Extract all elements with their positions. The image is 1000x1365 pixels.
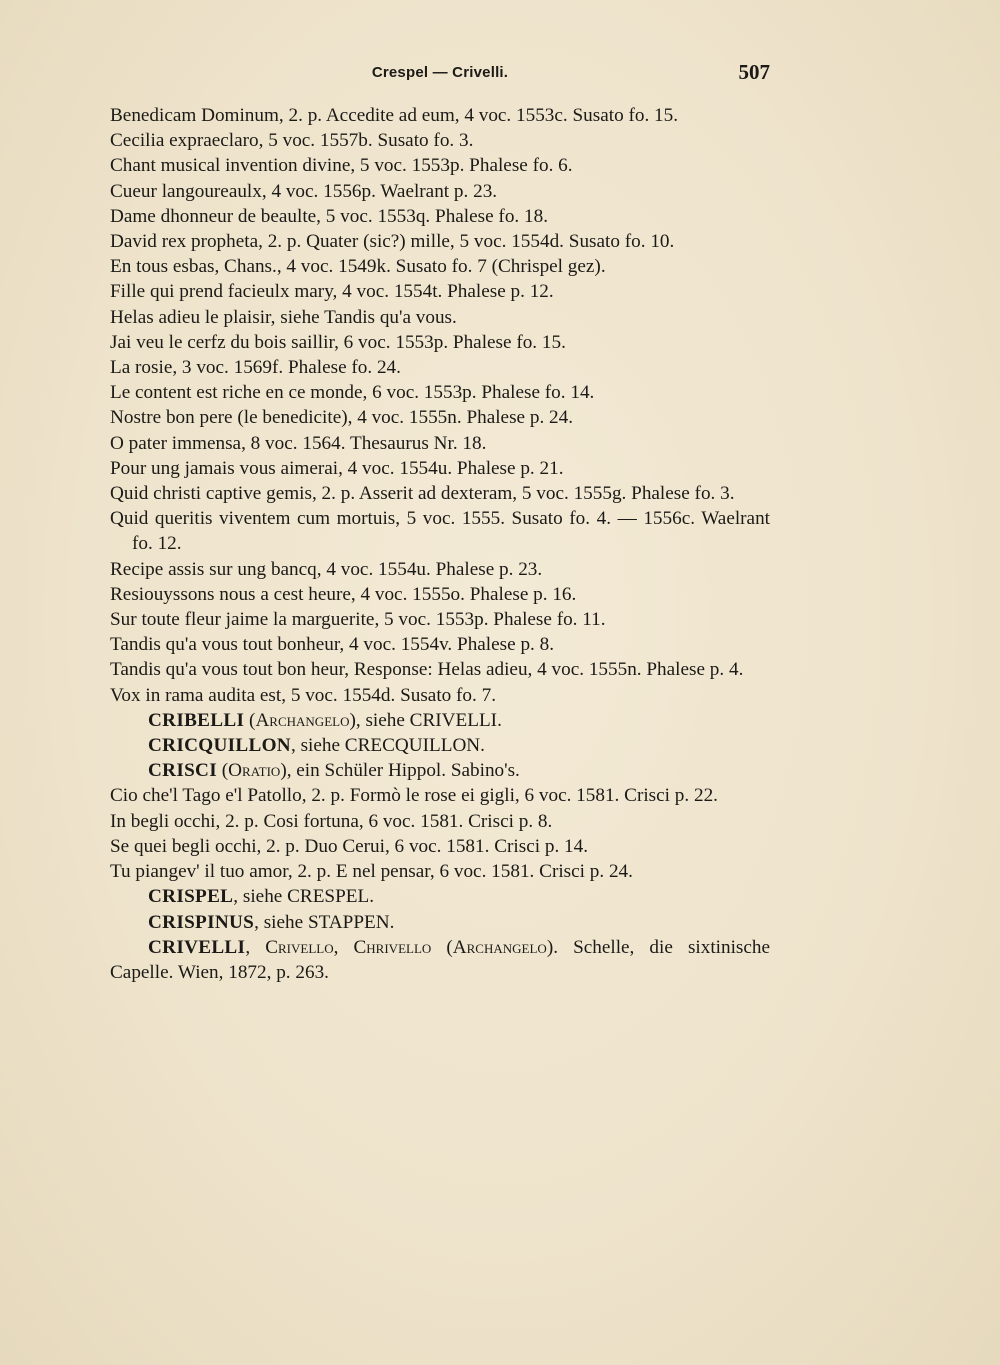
entry-cio-che: Cio che'l Tago e'l Patollo, 2. p. Formò le rose ei gigli, 6 voc. 1581. Crisci p. 22. — [110, 785, 718, 807]
composer-name: CRIVELLI — [148, 936, 246, 958]
composer-name: CRISPINUS — [148, 911, 255, 933]
running-head — [110, 62, 770, 86]
entry-sur-toute: Sur toute fleur jaime la marguerite, 5 voc. 1553p. Phalese fo. 11. — [110, 609, 606, 631]
entry-jai-veu: Jai veu le cerfz du bois saillir, 6 voc. 1553p. Phalese fo. 15. — [110, 331, 566, 353]
composer-heading-crivelli: CRIVELLI, Crivello, Chrivello (Archangelo). Schelle, die sixtinische Capelle. Wien, 1872, p. 263. — [110, 936, 771, 983]
entry-se-quei: Se quei begli occhi, 2. p. Duo Cerui, 6 voc. 1581. Crisci p. 14. — [110, 835, 589, 857]
entry-cueur: Cueur langoureaulx, 4 voc. 1556p. Waelrant p. 23. — [110, 180, 498, 202]
entry-la-rosie: La rosie, 3 voc. 1569f. Phalese fo. 24. — [110, 357, 401, 379]
entry-helas: Helas adieu le plaisir, siehe Tandis qu'a vous. — [110, 306, 457, 328]
composer-name: CRIBELLI — [148, 709, 245, 731]
composer-name: CRICQUILLON — [148, 735, 291, 757]
composer-heading-cribelli: CRIBELLI (Archangelo), siehe CRIVELLI. — [148, 709, 502, 731]
composer-name: CRISCI — [148, 760, 217, 782]
entry-pour-ung: Pour ung jamais vous aimerai, 4 voc. 1554u. Phalese p. 21. — [110, 457, 564, 479]
composer-variant-name: Crivello — [265, 936, 334, 958]
entry-quid-christi: Quid christi captive gemis, 2. p. Asserit ad dexteram, 5 voc. 1555g. Phalese fo. 3. — [110, 483, 735, 505]
composer-heading-crispel: CRISPEL, siehe CRESPEL. — [148, 886, 374, 908]
entry-o-pater: O pater immensa, 8 voc. 1564. Thesaurus Nr. 18. — [110, 432, 487, 454]
entry-resiouyssons: Resiouyssons nous a cest heure, 4 voc. 1555o. Phalese p. 16. — [110, 583, 577, 605]
entry-benedicam: Benedicam Dominum, 2. p. Accedite ad eum, 4 voc. 1553c. Susato fo. 15. — [110, 105, 679, 126]
composer-name: CRISPEL — [148, 886, 234, 908]
composer-first-name: Oratio — [228, 760, 281, 782]
entry-le-content: Le content est riche en ce monde, 6 voc. 1553p. Phalese fo. 14. — [110, 382, 595, 404]
entry-tandis-1: Tandis qu'a vous tout bonheur, 4 voc. 1554v. Phalese p. 8. — [110, 634, 555, 656]
entry-tu-piangev: Tu piangev' il tuo amor, 2. p. E nel pensar, 6 voc. 1581. Crisci p. 24. — [110, 861, 633, 883]
entry-chant-musical: Chant musical invention divine, 5 voc. 1553p. Phalese fo. 6. — [110, 155, 573, 177]
entry-en-tous: En tous esbas, Chans., 4 voc. 1549k. Susato fo. 7 (Chrispel gez). — [110, 256, 606, 278]
entry-fille: Fille qui prend facieulx mary, 4 voc. 1554t. Phalese p. 12. — [110, 281, 554, 303]
page-number: 507 — [738, 60, 770, 84]
entry-cecilia: Cecilia expraeclaro, 5 voc. 1557b. Susato fo. 3. — [110, 130, 474, 152]
composer-variant-name: Chrivello — [353, 936, 432, 958]
composer-heading-crisci: CRISCI (Oratio), ein Schüler Hippol. Sabino's. — [148, 760, 520, 782]
index-entries — [110, 103, 770, 985]
composer-heading-cricquillon: CRICQUILLON, siehe CRECQUILLON. — [148, 735, 485, 757]
composer-heading-crispinus: CRISPINUS, siehe STAPPEN. — [148, 911, 395, 933]
composer-first-name: Archangelo — [452, 936, 547, 958]
entry-in-begli-occhi: In begli occhi, 2. p. Cosi fortuna, 6 voc. 1581. Crisci p. 8. — [110, 810, 553, 832]
entry-vox-in-rama: Vox in rama audita est, 5 voc. 1554d. Susato fo. 7. — [110, 684, 497, 706]
entry-david: David rex propheta, 2. p. Quater (sic?) mille, 5 voc. 1554d. Susato fo. 10. — [110, 231, 675, 253]
entry-dame: Dame dhonneur de beaulte, 5 voc. 1553q. Phalese fo. 18. — [110, 205, 548, 227]
entry-tandis-2: Tandis qu'a vous tout bon heur, Response: Helas adieu, 4 voc. 1555n. Phalese p. 4. — [110, 659, 744, 681]
entry-nostre-bon-pere: Nostre bon pere (le benedicite), 4 voc. 1555n. Phalese p. 24. — [110, 407, 574, 429]
composer-first-name: Archangelo — [255, 709, 350, 731]
entry-recipe: Recipe assis sur ung bancq, 4 voc. 1554u. Phalese p. 23. — [110, 558, 543, 580]
running-title: Crespel — Crivelli. — [371, 64, 509, 81]
entry-quid-queritis: Quid queritis viventem cum mortuis, 5 voc. 1555. Susato fo. 4. — 1556c. Waelrant fo. 12. — [110, 508, 770, 555]
